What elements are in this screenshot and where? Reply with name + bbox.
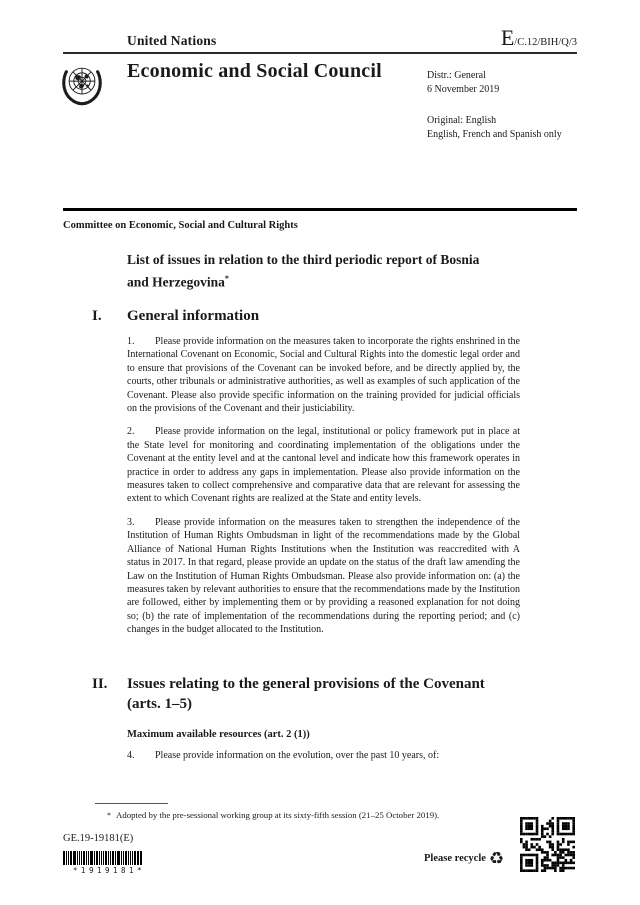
footnote-divider	[95, 803, 168, 804]
qr-code	[520, 817, 575, 872]
org-name: United Nations	[127, 33, 217, 48]
page-title: Economic and Social Council	[127, 60, 382, 82]
footnote-text: Adopted by the pre-sessional working group at its sixty-fifth session (21–25 October 2019).	[116, 810, 440, 820]
section-number: I.	[92, 308, 102, 324]
section-heading-text: General information	[127, 308, 260, 324]
document-symbol-number: /C.12/BIH/Q/3	[514, 37, 577, 48]
paragraph-1	[127, 335, 520, 415]
date-line: 6 November 2019	[427, 83, 500, 95]
section-heading-line2: (arts. 1–5)	[127, 696, 192, 712]
original-language-line: Original: English	[427, 115, 497, 126]
recycle-notice	[424, 850, 504, 867]
document-symbol-series: E	[500, 25, 515, 50]
paragraph-4	[127, 749, 520, 762]
committee-name: Committee on Economic, Social and Cultural Rights	[63, 220, 298, 231]
paragraph-text: Please provide information on the legal, institutional or policy framework put in place at the State level for monitoring and coordinating implementation of the obligations under the Covenant at the entity level and at the cantonal level and indicate how this framework operates in practice in order to address any gaps in implementation. Please also provide information on the measures taken to collect comprehensive and comparative data that are relevant for assessing the extent to which Covenant rights are realized at the State and entity levels.	[127, 426, 520, 505]
barcode	[63, 851, 155, 875]
section-number: II.	[92, 676, 108, 692]
paragraph-3	[127, 516, 520, 637]
recycle-label: Please recycle	[424, 853, 486, 864]
paragraph-2	[127, 425, 520, 505]
header-divider	[63, 52, 577, 54]
footnote	[95, 810, 525, 821]
paragraph-number: 1.	[127, 336, 135, 347]
paragraph-number: 2.	[127, 426, 135, 438]
distribution-block	[427, 69, 562, 141]
distr-line: Distr.: General	[427, 70, 486, 81]
document-title-line1: List of issues in relation to the third periodic report of Bosnia	[127, 252, 480, 267]
document-title-line2: and Herzegovina*	[127, 274, 229, 290]
paragraph-number: 3.	[127, 516, 135, 528]
recycle-icon: ♻	[488, 849, 505, 868]
section-general-provisions	[63, 674, 520, 772]
spacer	[427, 96, 562, 114]
section-heading-text	[127, 674, 520, 714]
barcode-text: *1919181*	[72, 866, 146, 875]
un-emblem-icon	[57, 60, 107, 110]
ge-number: GE.19-19181(E)	[63, 833, 134, 844]
footnote-marker: *	[107, 811, 111, 820]
languages-line: English, French and Spanish only	[427, 128, 562, 140]
paragraph-text: Please provide information on the measures taken to strengthen the independence of the Institution of Human Rights Ombudsman in light of the recommendations made by the Global Alliance of National Human Rights Institutions when the Institution was reaccredited with A status in 2017. In that regard, please provide an update on the status of the draft law amending the Law on the Institution of Human Rights Ombudsman. Please also provide information on: (a) the measures taken by relevant authorities to ensure that the recommendations made by the Institution are followed, either by implementing them or by providing a reasoned explanation for not doing so; (b) the rate of implementation of the recommendations during the reporting period; and (c) changes in the budget allocated to the Institution.	[127, 516, 520, 636]
section-general-information	[63, 306, 520, 647]
document-symbol	[501, 27, 577, 49]
section-heading	[63, 306, 520, 326]
section-divider	[63, 208, 577, 211]
paragraph-text: Please provide information on the evolution, over the past 10 years, of:	[155, 750, 440, 761]
section-heading	[63, 674, 520, 714]
title-footnote-marker: *	[224, 274, 229, 283]
paragraph-text: Please provide information on the measures taken to incorporate the rights enshrined in the International Covenant on Economic, Social and Cultural Rights into the domestic legal order and to ensure that provisions of the Covenant can be invoked before, and be directly applied by, the courts, other tribunals or administrative authorities, as well as examples of such application of the Covenant. Please also provide specific information on the training provided for judicial officials on the provisions of the Covenant and their justiciability.	[127, 336, 520, 415]
barcode-bars	[63, 851, 155, 865]
subsection-heading: Maximum available resources (art. 2 (1))	[127, 729, 310, 740]
paragraph-number: 4.	[127, 750, 135, 761]
section-heading-line1: Issues relating to the general provisions of the Covenant	[127, 676, 485, 692]
document-title	[127, 250, 587, 292]
